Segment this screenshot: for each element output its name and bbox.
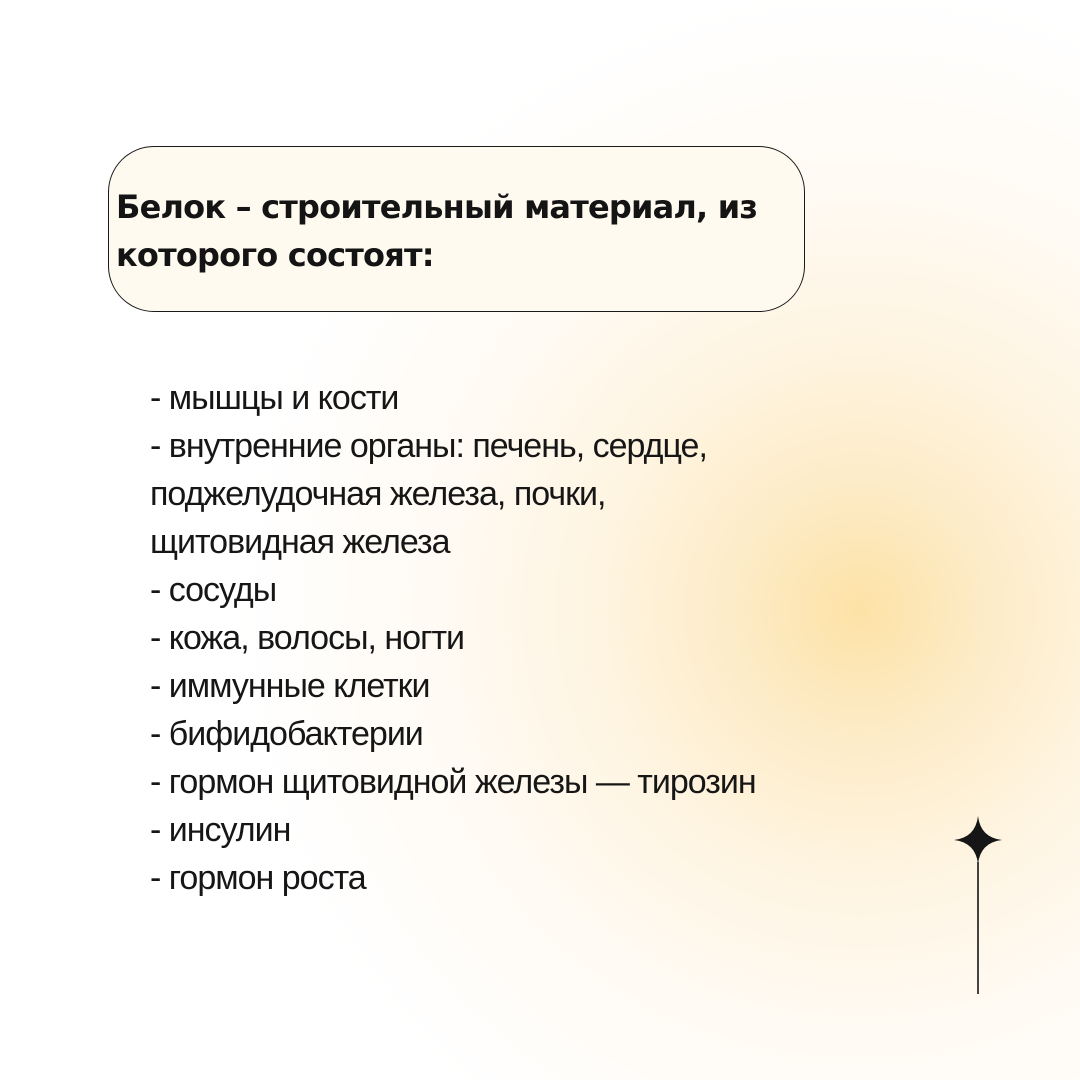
card-title: Белок – строительный материал, из которого состоят: bbox=[116, 188, 758, 274]
list-item: - гормон щитовидной железы — тирозин bbox=[150, 763, 756, 801]
list-item: щитовидная железа bbox=[150, 523, 450, 561]
list-item: - мышцы и кости bbox=[150, 379, 399, 417]
list-item: - внутренние органы: печень, сердце, bbox=[150, 427, 707, 465]
list-item: - иммунные клетки bbox=[150, 667, 430, 705]
list-item: - кожа, волосы, ногти bbox=[150, 619, 465, 657]
list-item: поджелудочная железа, почки, bbox=[150, 475, 606, 513]
composition-list bbox=[150, 374, 870, 902]
list-item: - бифидобактерии bbox=[150, 715, 423, 753]
sparkle-star-icon bbox=[950, 808, 1006, 998]
list-item: - сосуды bbox=[150, 571, 277, 609]
list-item: - гормон роста bbox=[150, 859, 366, 897]
list-item: - инсулин bbox=[150, 811, 291, 849]
